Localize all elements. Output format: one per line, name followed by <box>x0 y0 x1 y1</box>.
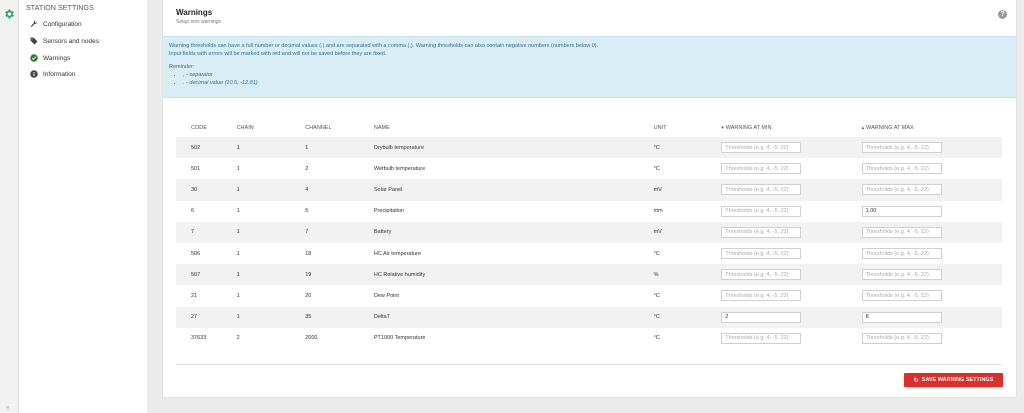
warning-min-input[interactable] <box>721 290 801 301</box>
cell-channel: 2 <box>305 165 309 172</box>
save-button-label: SAVE WARNING SETTINGS <box>921 377 994 383</box>
cell-max <box>862 179 1002 200</box>
column-header-label: WARNING AT MIN <box>725 125 772 131</box>
info-alert <box>163 36 1016 98</box>
cell-min <box>721 307 861 328</box>
alert-reminder-title: Reminder: <box>169 64 195 70</box>
warnings-table <box>176 119 1002 349</box>
cell-channel: 4 <box>305 179 374 200</box>
cell-channel: 2000 <box>305 335 318 342</box>
info-circle-icon <box>29 70 38 79</box>
cell-unit: °C <box>654 137 722 158</box>
cell-max <box>862 285 1002 306</box>
cell-chain: 1 <box>237 222 306 243</box>
cell-code: 506 <box>191 250 201 257</box>
list-item: • . - decimal value (10.5, -12.81) <box>183 79 1010 87</box>
cell-name: Battery <box>374 222 654 243</box>
cell-name: PT1000 Temperature <box>373 335 426 342</box>
cell-max <box>862 222 1002 243</box>
cell-code: 30 <box>176 179 237 200</box>
cell-name: Wetbulb temperature <box>373 165 426 172</box>
cell-unit: °C <box>653 250 660 257</box>
table-row <box>176 243 1002 264</box>
column-header-channel[interactable]: CHANNEL <box>305 125 332 131</box>
table-row <box>176 285 1002 306</box>
cell-name: HC Relative humidity <box>374 264 654 285</box>
alert-text-line1: Warning thresholds can have a full number or decimal values (.) and are separated with a comma (,). Warning thresholds can also contain negative numbers (numbers below 0). <box>169 43 599 49</box>
cell-chain: 1 <box>237 137 306 158</box>
cell-chain: 1 <box>236 165 240 172</box>
warning-max-input[interactable] <box>862 163 942 174</box>
column-header-warning-max[interactable] <box>862 119 1002 137</box>
cell-chain: 1 <box>237 179 306 200</box>
warning-min-input[interactable] <box>721 184 801 195</box>
app-rail <box>0 0 19 413</box>
sidebar-item-configuration[interactable] <box>29 18 82 30</box>
cell-unit: mV <box>654 222 722 243</box>
gear-icon[interactable] <box>3 8 15 20</box>
cell-unit: °C <box>654 307 722 328</box>
cell-name: Precipitation <box>373 208 405 215</box>
collapse-icon[interactable]: « <box>6 405 10 411</box>
cell-channel: 5 <box>305 208 309 215</box>
cell-chain: 1 <box>237 307 306 328</box>
table-row <box>176 137 1002 158</box>
warning-min-input[interactable] <box>721 248 801 259</box>
page-subtitle: Setup sms warnings <box>176 19 222 25</box>
refresh-icon: ↻ <box>913 377 919 384</box>
column-header-name[interactable]: NAME <box>373 125 390 131</box>
cell-chain: 1 <box>237 264 306 285</box>
cell-unit: mm <box>653 208 663 215</box>
cell-chain: 1 <box>236 292 240 299</box>
list-item: • , - separator <box>183 71 1010 79</box>
check-circle-icon <box>29 54 38 63</box>
table-row <box>176 179 1002 200</box>
help-icon[interactable]: ? <box>998 10 1007 19</box>
cell-unit: % <box>654 264 722 285</box>
cell-channel: 7 <box>305 222 374 243</box>
cell-name: DeltaT <box>374 307 654 328</box>
warning-min-input[interactable] <box>721 333 801 344</box>
warning-min-input[interactable] <box>721 206 801 217</box>
cell-min <box>721 158 861 179</box>
cell-name: Dew Point <box>373 292 399 299</box>
table-row <box>176 201 1002 222</box>
save-warning-settings-button[interactable] <box>904 373 1003 387</box>
warning-min-input[interactable] <box>721 312 801 323</box>
column-header-label: WARNING AT MAX <box>866 125 914 131</box>
cell-min <box>721 137 861 158</box>
column-header-unit[interactable]: UNIT <box>653 125 667 131</box>
cell-max <box>862 137 1002 158</box>
cell-unit: °C <box>653 292 660 299</box>
table-row <box>176 158 1002 179</box>
cell-channel: 18 <box>305 250 312 257</box>
warning-min-input[interactable] <box>721 163 801 174</box>
cell-chain: 1 <box>236 208 240 215</box>
table-row <box>176 264 1002 285</box>
warning-max-input[interactable] <box>862 142 942 153</box>
cell-name: Solar Panel <box>374 179 654 200</box>
cell-code: 6 <box>191 208 195 215</box>
cell-code: 507 <box>176 264 237 285</box>
column-header-code[interactable]: CODE <box>191 125 207 131</box>
sidebar-item-label: Configuration <box>43 20 82 28</box>
cell-min <box>721 179 861 200</box>
cell-unit: mV <box>654 179 722 200</box>
divider <box>176 364 1002 365</box>
table-row <box>176 222 1002 243</box>
cell-min <box>721 201 861 222</box>
cell-min <box>721 243 861 264</box>
cell-unit: °C <box>653 165 660 172</box>
column-header-chain[interactable]: CHAIN <box>236 125 254 131</box>
cell-code: 27 <box>176 307 237 328</box>
warning-max-input[interactable] <box>862 248 942 259</box>
sidebar-item-sensors-and-nodes[interactable] <box>29 35 99 47</box>
sidebar-item-label: Sensors and nodes <box>43 37 100 45</box>
sidebar-title: STATION SETTINGS <box>26 5 94 12</box>
sort-down-icon: ▾ <box>721 125 724 131</box>
cell-code: 7 <box>176 222 237 243</box>
alert-text-line2: Input fields with errors will be marked with red and will not be saved before they are fixed. <box>169 51 387 57</box>
warning-max-input[interactable] <box>862 333 942 344</box>
column-header-warning-min[interactable] <box>721 119 861 137</box>
warning-min-input[interactable] <box>721 269 801 280</box>
warnings-panel <box>162 0 1017 398</box>
warning-max-input[interactable] <box>862 184 942 195</box>
cell-min <box>721 264 861 285</box>
warning-max-input[interactable] <box>862 290 942 301</box>
cell-unit: °C <box>653 335 660 342</box>
cell-chain: 1 <box>236 250 240 257</box>
cell-max <box>862 201 1002 222</box>
cell-code: 502 <box>176 137 237 158</box>
sidebar-item-information[interactable] <box>29 68 76 80</box>
alert-reminder-list <box>183 71 1010 87</box>
sort-up-icon: ▴ <box>861 125 865 131</box>
sidebar-item-label: Information <box>43 70 76 78</box>
warning-max-input[interactable] <box>862 269 942 280</box>
cell-max <box>862 158 1002 179</box>
cell-channel: 20 <box>305 292 312 299</box>
cell-name: HC Air temperature <box>373 250 421 257</box>
page-title: Warnings <box>176 8 213 17</box>
sidebar-item-warnings[interactable] <box>29 52 70 64</box>
warning-max-input[interactable] <box>862 206 942 217</box>
cell-min <box>721 222 861 243</box>
cell-max <box>862 243 1002 264</box>
cell-channel: 1 <box>305 137 374 158</box>
settings-sidebar <box>19 0 147 413</box>
cell-channel: 19 <box>305 264 374 285</box>
cell-channel: 35 <box>305 307 374 328</box>
cell-code: 21 <box>191 292 198 299</box>
warning-max-input[interactable] <box>862 227 942 238</box>
cell-min <box>721 285 861 306</box>
table-header-row <box>176 119 1002 137</box>
cell-max <box>862 328 1002 349</box>
cell-max <box>862 307 1002 328</box>
cell-max <box>862 264 1002 285</box>
cell-name: Drybulb temperature <box>374 137 654 158</box>
warning-max-input[interactable] <box>862 312 942 323</box>
sidebar-item-label: Warnings <box>43 54 71 62</box>
warning-min-input[interactable] <box>721 142 801 153</box>
cell-chain: 2 <box>236 335 240 342</box>
cell-code: 37633 <box>191 335 207 342</box>
table-row <box>176 328 1002 349</box>
wrench-icon <box>29 20 38 29</box>
warning-min-input[interactable] <box>721 227 801 238</box>
tag-icon <box>29 37 38 46</box>
table-row <box>176 307 1002 328</box>
cell-min <box>721 328 861 349</box>
cell-code: 501 <box>191 165 201 172</box>
